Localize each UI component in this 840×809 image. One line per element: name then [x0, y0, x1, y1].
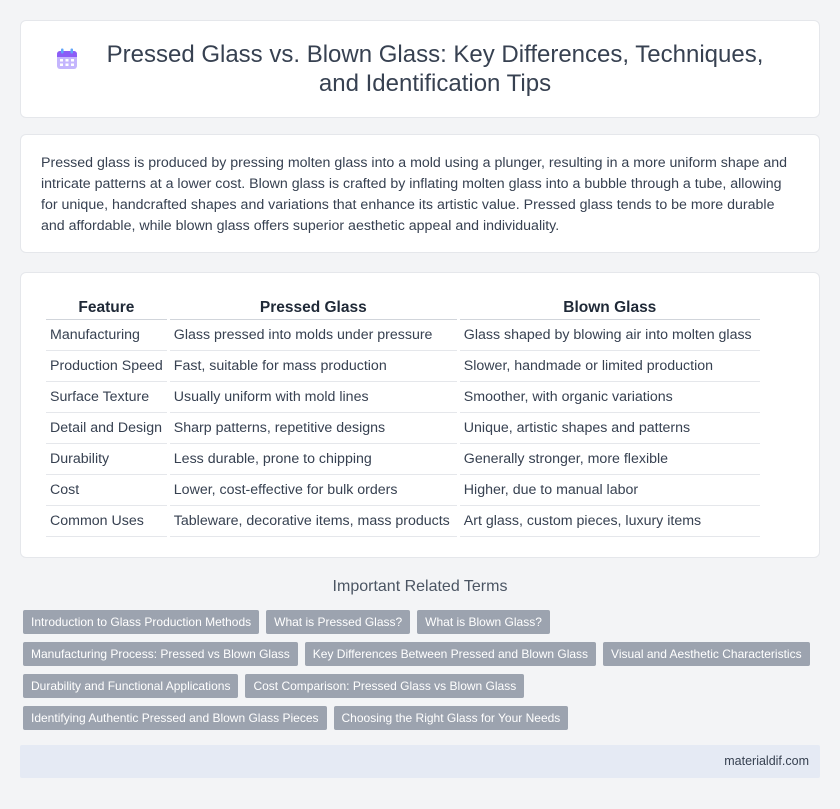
table-header-row: [46, 297, 760, 320]
table-cell: Art glass, custom pieces, luxury items: [460, 506, 760, 537]
header-card: [20, 20, 820, 118]
table-cell: Durability: [46, 444, 167, 475]
tag-row: [23, 674, 823, 698]
intro-paragraph: Pressed glass is produced by pressing molten glass into a mold using a plunger, resulting in a more uniform shape and intricate patterns at a lower cost. Blown glass is crafted by inflating molten glass into a bubble through a tube, allowing for unique, handcrafted shapes and variations that enhance its artistic value. Pressed glass tends to be more durable and affordable, while blown glass offers superior aesthetic appeal and individuality.: [41, 155, 788, 234]
table-cell: Detail and Design: [46, 413, 167, 444]
table-cell: Generally stronger, more flexible: [460, 444, 760, 475]
table-row: [46, 413, 760, 444]
comparison-card: [20, 272, 820, 558]
table-cell: Production Speed: [46, 351, 167, 382]
table-row: [46, 320, 760, 351]
table-cell: Manufacturing: [46, 320, 167, 351]
table-cell: Common Uses: [46, 506, 167, 537]
table-cell: Slower, handmade or limited production: [460, 351, 760, 382]
table-cell: Surface Texture: [46, 382, 167, 413]
table-cell: Lower, cost-effective for bulk orders: [170, 475, 457, 506]
table-cell: Glass pressed into molds under pressure: [170, 320, 457, 351]
related-term-link[interactable]: Identifying Authentic Pressed and Blown Glass Pieces: [23, 706, 327, 730]
page-title: Pressed Glass vs. Blown Glass: Key Differences, Techniques, and Identification Tips: [106, 41, 764, 97]
table-row: [46, 382, 760, 413]
related-term-link[interactable]: Introduction to Glass Production Methods: [23, 610, 259, 634]
table-row: [46, 444, 760, 475]
related-terms-title: Important Related Terms: [332, 578, 508, 595]
column-header-blown: Blown Glass: [460, 297, 760, 320]
related-terms-list: [23, 610, 823, 738]
tag-row: [23, 706, 823, 730]
column-header-feature: Feature: [46, 297, 167, 320]
footer-site-link[interactable]: materialdif.com: [724, 754, 809, 768]
table-cell: Cost: [46, 475, 167, 506]
tag-row: [23, 610, 823, 634]
table-cell: Less durable, prone to chipping: [170, 444, 457, 475]
table-cell: Unique, artistic shapes and patterns: [460, 413, 760, 444]
comparison-table: [43, 297, 763, 537]
related-term-link[interactable]: Cost Comparison: Pressed Glass vs Blown Glass: [245, 674, 524, 698]
related-term-link[interactable]: Key Differences Between Pressed and Blown Glass: [305, 642, 596, 666]
tag-row: [23, 642, 823, 666]
table-cell: Fast, suitable for mass production: [170, 351, 457, 382]
table-cell: Glass shaped by blowing air into molten glass: [460, 320, 760, 351]
related-term-link[interactable]: What is Pressed Glass?: [266, 610, 410, 634]
table-row: [46, 506, 760, 537]
related-term-link[interactable]: Choosing the Right Glass for Your Needs: [334, 706, 569, 730]
related-term-link[interactable]: Visual and Aesthetic Characteristics: [603, 642, 810, 666]
footer: [20, 745, 820, 778]
column-header-pressed: Pressed Glass: [170, 297, 457, 320]
intro-card: [20, 134, 820, 253]
related-term-link[interactable]: What is Blown Glass?: [417, 610, 550, 634]
related-term-link[interactable]: Durability and Functional Applications: [23, 674, 238, 698]
table-cell: Tableware, decorative items, mass products: [170, 506, 457, 537]
table-row: [46, 475, 760, 506]
table-cell: Higher, due to manual labor: [460, 475, 760, 506]
table-row: [46, 351, 760, 382]
table-cell: Sharp patterns, repetitive designs: [170, 413, 457, 444]
table-cell: Usually uniform with mold lines: [170, 382, 457, 413]
table-cell: Smoother, with organic variations: [460, 382, 760, 413]
related-term-link[interactable]: Manufacturing Process: Pressed vs Blown Glass: [23, 642, 298, 666]
